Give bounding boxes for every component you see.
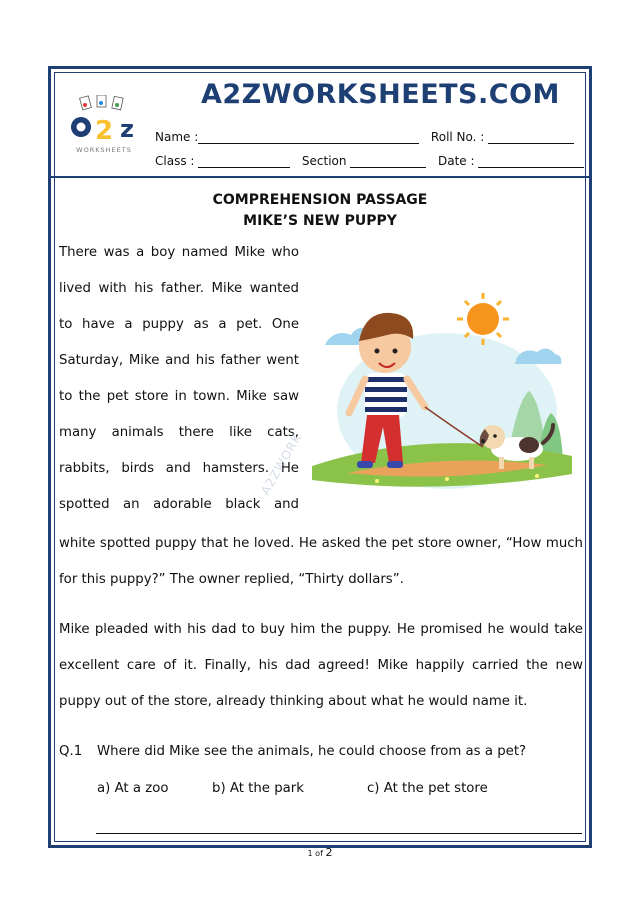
name-field[interactable]	[198, 131, 419, 144]
option-b[interactable]: b) At the park	[212, 781, 304, 796]
passage-line: spotted an adorable black and	[59, 497, 299, 512]
option-c[interactable]: c) At the pet store	[367, 781, 488, 796]
passage-paragraph-2	[59, 621, 583, 729]
passage-title: MIKE’S NEW PUPPY	[243, 213, 397, 229]
passage-line: many animals there like cats,	[59, 425, 299, 440]
passage-line: to the pet store in town. Mike saw	[59, 389, 299, 404]
worksheet-frame	[48, 66, 592, 848]
question-text: Where did Mike see the animals, he could choose from as a pet?	[97, 744, 527, 759]
header-divider	[51, 176, 589, 178]
svg-text:z: z	[120, 115, 134, 143]
svg-text:2: 2	[94, 116, 114, 146]
answer-line[interactable]	[96, 833, 582, 834]
class-field[interactable]	[198, 155, 290, 168]
date-label: Date :	[438, 154, 475, 168]
class-section-date-row	[155, 154, 584, 168]
watermark-text: A2ZWORK	[258, 430, 305, 498]
passage-line: Saturday, Mike and his father went	[59, 353, 299, 368]
date-field[interactable]	[478, 155, 584, 168]
option-a[interactable]: a) At a zoo	[97, 781, 169, 796]
passage-heading: COMPREHENSION PASSAGE	[212, 192, 428, 208]
class-label: Class :	[155, 154, 195, 168]
passage-paragraph-1-full	[59, 535, 583, 607]
svg-text:WORKSHEETS: WORKSHEETS	[76, 146, 132, 154]
passage-line: lived with his father. Mike wanted	[59, 281, 299, 296]
section-label: Section	[301, 154, 347, 168]
name-roll-row	[155, 130, 574, 144]
site-title: A2ZWORKSHEETS.COM	[201, 79, 560, 110]
passage-line: puppy out of the store, already thinking about what he would name it.	[59, 694, 528, 709]
passage-line: for this puppy?” The owner replied, “Thirty dollars”.	[59, 572, 404, 587]
page-total: 2	[325, 846, 333, 859]
passage-line: white spotted puppy that he loved. He asked the pet store owner, “How much	[59, 536, 583, 551]
page-number	[0, 846, 640, 859]
passage-line: There was a boy named Mike who	[59, 245, 299, 260]
passage-line: to have a puppy as a pet. One	[59, 317, 299, 332]
passage-line: rabbits, birds and hamsters. He	[59, 461, 299, 476]
passage-line: Mike pleaded with his dad to buy him the puppy. He promised he would take	[59, 622, 583, 637]
passage-line: excellent care of it. Finally, his dad agreed! Mike happily carried the new	[59, 658, 583, 673]
page-prefix: 1 of	[307, 849, 323, 858]
name-label: Name :	[155, 130, 199, 144]
rollno-label: Roll No. :	[430, 130, 485, 144]
section-field[interactable]	[350, 155, 426, 168]
question-1	[59, 744, 526, 759]
a2z-logo	[63, 95, 145, 155]
question-number: Q.1	[59, 744, 83, 759]
rollno-field[interactable]	[488, 131, 574, 144]
boy-walking-puppy-illustration	[307, 261, 577, 511]
